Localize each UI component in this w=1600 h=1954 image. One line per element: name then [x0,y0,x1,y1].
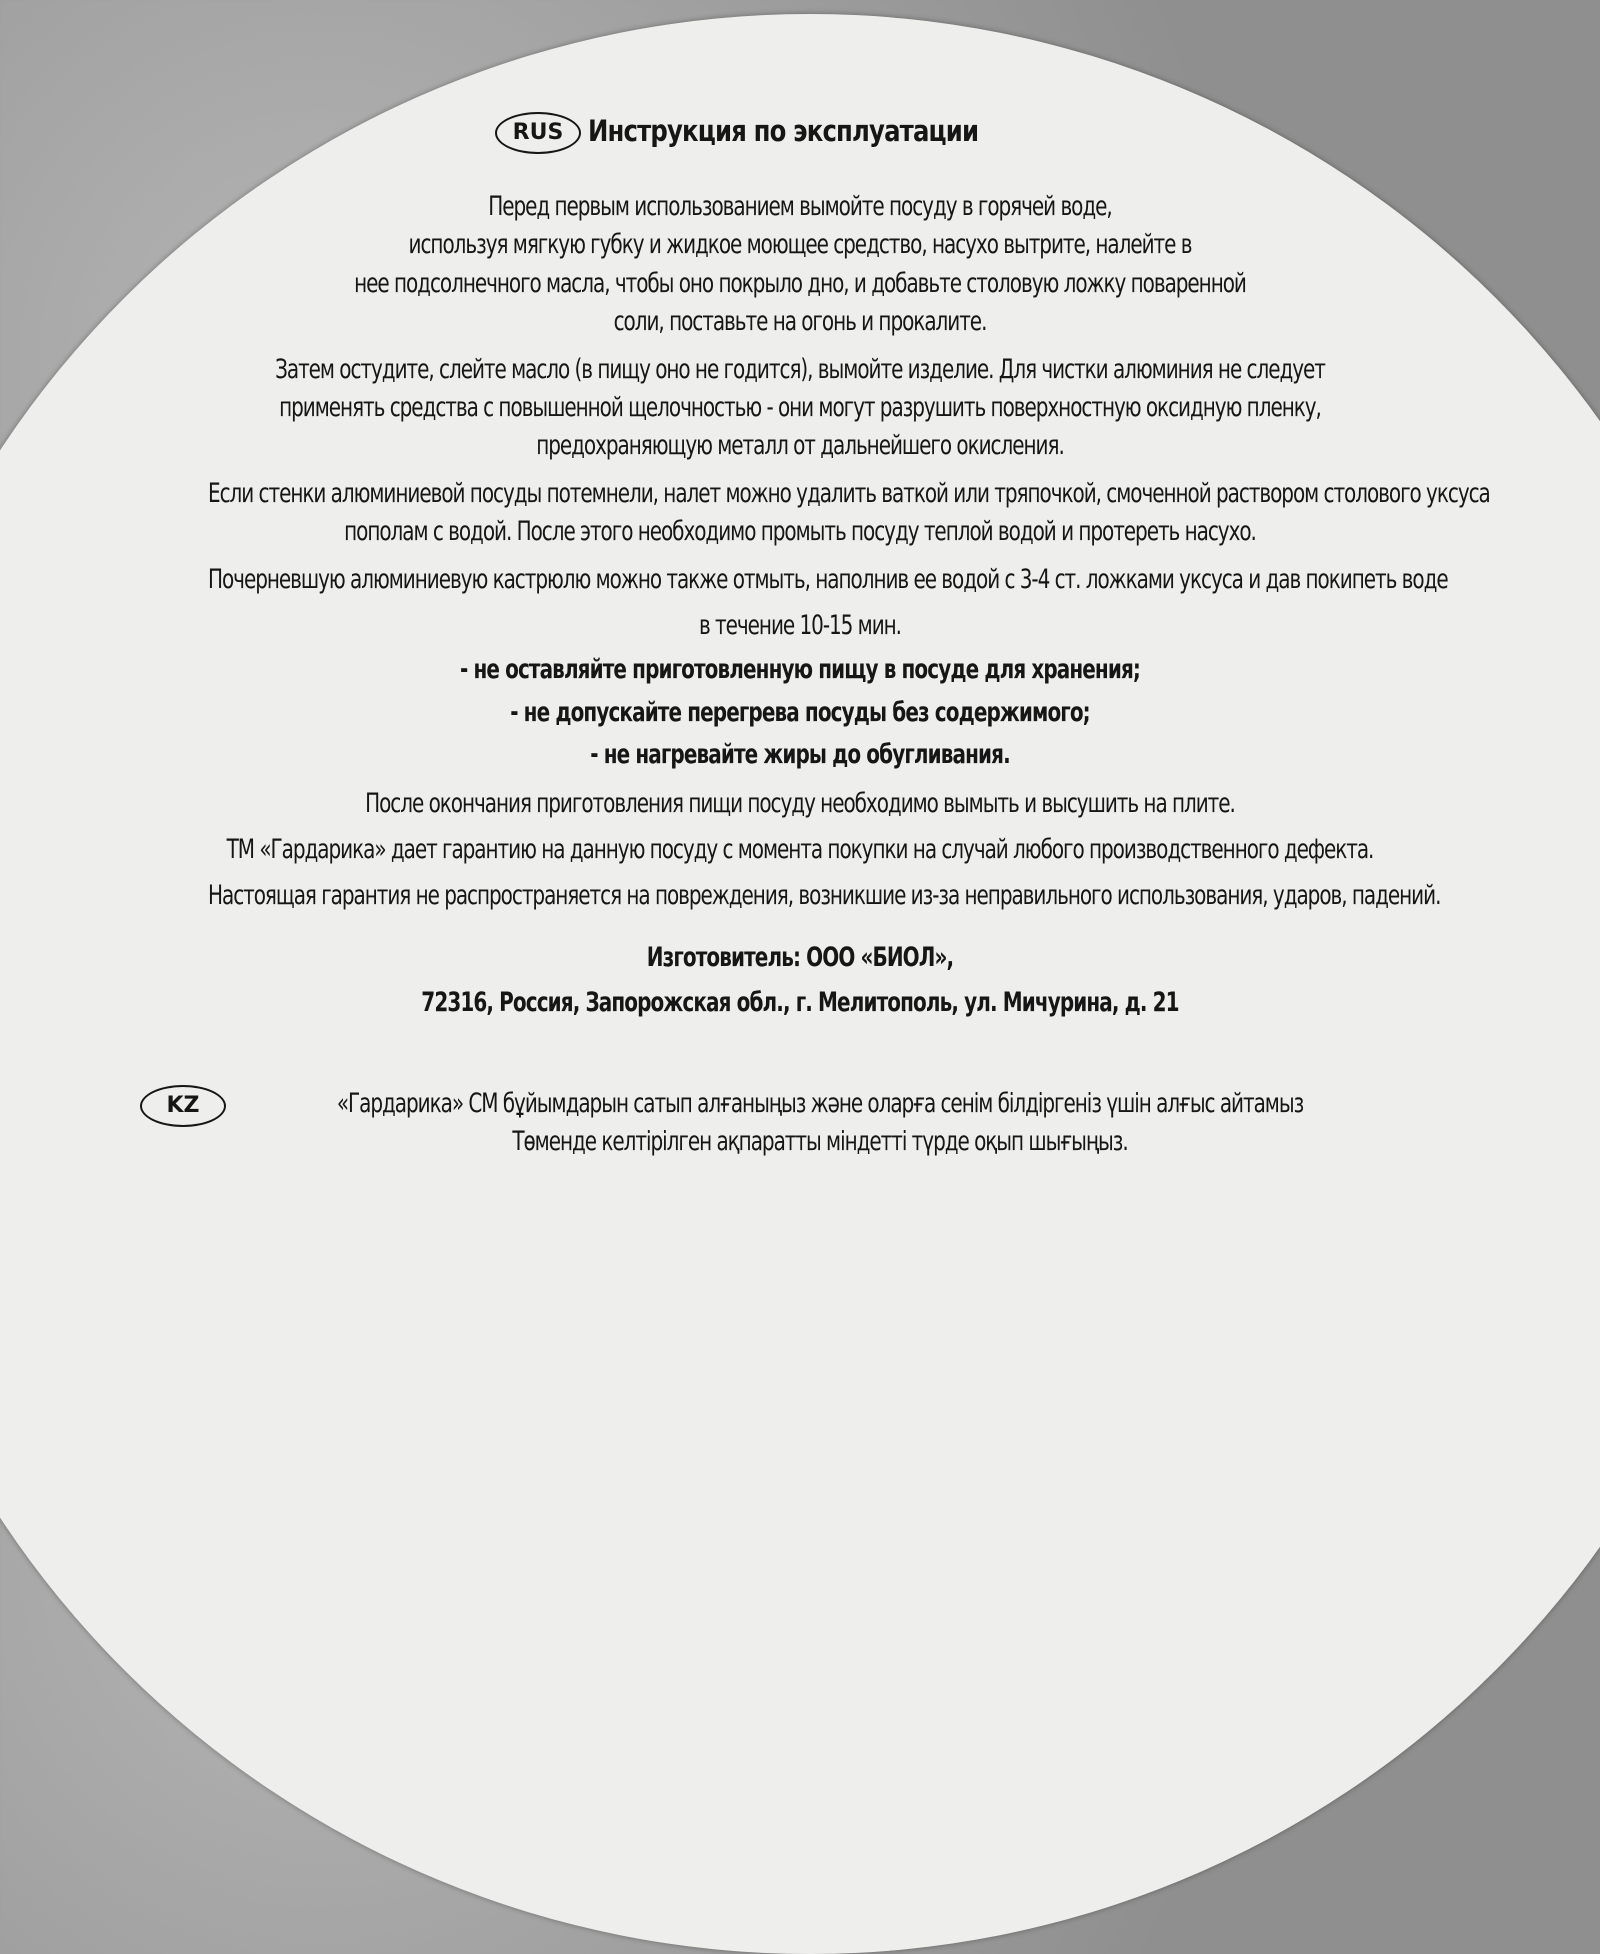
para1-line1: Перед первым использованием вымойте посуду в горячей воде, [488,191,1112,222]
warranty-exclusion: Настоящая гарантия не распространяется на повреждения, возникшие из-за неправильного использования, ударов, падений. [208,880,1441,911]
para3-line2: пополам с водой. После этого необходимо промыть посуду теплой водой и протереть насухо. [344,516,1256,547]
kz-line2: Төменде келтірілген ақпаратты міндетті түрде оқып шығыңыз. [512,1126,1128,1157]
para1-line3: нее подсолнечного масла, чтобы оно покрыло дно, и добавьте столовую ложку поваренной [354,268,1246,299]
page-title: Инструкция по эксплуатации [588,114,979,148]
warning-2: - не допускайте перегрева посуды без содержимого; [510,697,1090,728]
warning-3: - не нагревайте жиры до обугливания. [590,739,1010,770]
para2-line2: применять средства с повышенной щелочностью - они могут разрушить поверхностную оксидную пленку, [279,392,1321,423]
header [0,112,1600,156]
kz-line1: «Гардарика» СМ бұйымдарын сатып алғаныңыз және оларға сенім білдіргеніз үшін алғыс айтамыз [336,1088,1304,1119]
para4-line1: Почерневшую алюминиевую кастрюлю можно также отмыть, наполнив ее водой с 3-4 ст. ложками уксуса и дав покипеть воде [208,564,1448,595]
para2-line1: Затем остудите, слейте масло (в пищу оно не годится), вымойте изделие. Для чистки алюминия не следует [275,354,1325,385]
para3-line1: Если стенки алюминиевой посуды потемнели, налет можно удалить ваткой или тряпочкой, смоченной раствором столового уксуса [208,478,1490,509]
para1-line4: соли, поставьте на огонь и прокалите. [613,306,987,337]
manufacturer-address: 72316, Россия, Запорожская обл., г. Мелитополь, ул. Мичурина, д. 21 [421,987,1179,1018]
manufacturer-name: Изготовитель: ООО «БИОЛ», [646,942,954,973]
para1-line2: используя мягкую губку и жидкое моющее средство, насухо вытрите, налейте в [408,229,1192,260]
para4-line2: в течение 10-15 мин. [698,610,901,641]
warranty: ТМ «Гардарика» дает гарантию на данную посуду с момента покупки на случай любого производственного дефекта. [226,834,1374,865]
para2-line3: предохраняющую металл от дальнейшего окисления. [536,430,1064,461]
after-cooking: После окончания приготовления пищи посуду необходимо вымыть и высушить на плите. [365,788,1235,819]
lang-badge-rus: RUS [495,112,581,154]
warning-1: - не оставляйте приготовленную пищу в посуде для хранения; [459,654,1141,685]
lang-badge-kz: KZ [140,1085,226,1127]
